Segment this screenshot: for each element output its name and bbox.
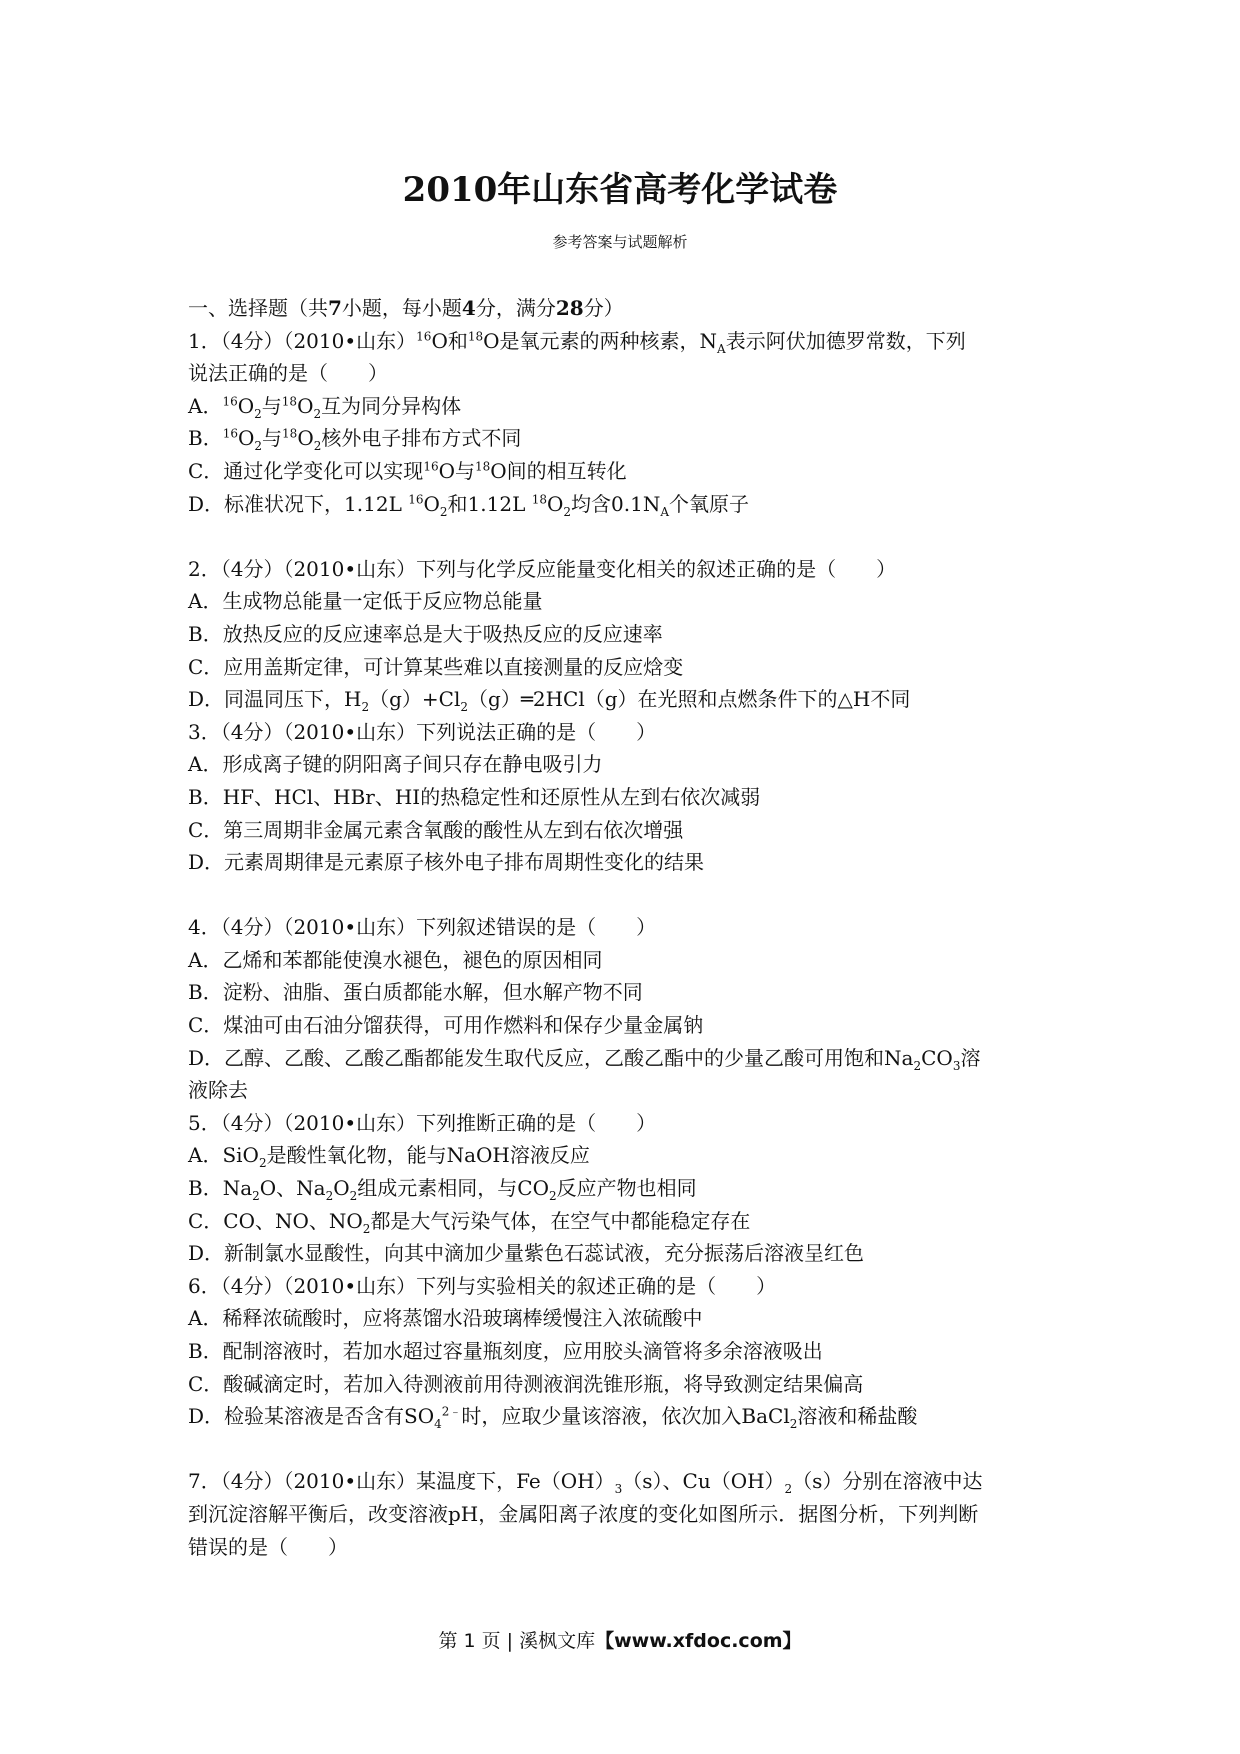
question-6-option-d: D．检验某溶液是否含有$SO_4^{2﹣}$时，应取少量该溶液，依次加入BaCl$_2$溶液和稀盐酸	[188, 1404, 918, 1432]
question-1-stem-cont: 说法正确的是（ ）	[188, 361, 388, 386]
page-footer	[0, 1628, 1240, 1654]
question-3-stem: 3．（4分）（2010•山东）下列说法正确的是（ ）	[188, 719, 657, 744]
question-2-option-c: C．应用盖斯定律，可计算某些难以直接测量的反应焓变	[188, 654, 684, 679]
page-title: 2010年山东省高考化学试卷	[402, 170, 838, 210]
question-2-stem: 2．（4分）（2010•山东）下列与化学反应能量变化相关的叙述正确的是（ ）	[188, 556, 897, 581]
spacer	[188, 879, 1060, 912]
question-2-option-d: D．同温同压下，$H_2(g)+Cl_2(g)═2HCl(g)$在光照和点燃条件下的△H不同	[188, 687, 911, 715]
question-2-option-a: A．生成物总能量一定低于反应物总能量	[188, 589, 543, 614]
question-6-option-c: C．酸碱滴定时，若加入待测液前用待测液润洗锥形瓶，将导致测定结果偏高	[188, 1371, 864, 1396]
question-4-option-a: A．乙烯和苯都能使溴水褪色，褪色的原因相同	[188, 947, 603, 972]
question-5-option-a: A．SiO$_2$是酸性氧化物，能与NaOH溶液反应	[188, 1143, 590, 1171]
footer-page-number: 第 1 页 | 溪枫文库	[438, 1630, 596, 1652]
question-5-option-b: B．$Na_2O$、$Na_2O_2$组成元素相同，与$CO_2$反应产物也相同	[188, 1176, 697, 1204]
question-5-option-c: C．CO、NO、$NO_2$都是大气污染气体，在空气中都能稳定存在	[188, 1208, 751, 1236]
question-6-option-b: B．配制溶液时，若加水超过容量瓶刻度，应用胶头滴管将多余溶液吸出	[188, 1339, 823, 1363]
question-3-option-c: C．第三周期非金属元素含氧酸的酸性从左到右依次增强	[188, 817, 684, 842]
question-7-stem: 7．（4分）（2010•山东）某温度下，$Fe(OH)_3(s)$、$Cu(OH)_2(s)$分别在溶液中达	[188, 1469, 983, 1497]
exam-content	[188, 292, 1060, 1563]
question-1-stem: 1．（4分）（2010•山东）$^{16}$O和$^{18}$O是氧元素的两种核素，$N_A$表示阿伏加德罗常数，下列	[188, 328, 966, 356]
question-4-option-d-cont: 液除去	[188, 1078, 248, 1103]
question-7-stem-cont: 错误的是（ ）	[188, 1534, 348, 1559]
question-1-option-d: D．标准状况下，1.12L $^{16}O_2$和1.12L $^{18}O_2$均含$0.1N_A$个氧原子	[188, 491, 750, 519]
question-1-option-b: B．$^{16}O_2$与$^{18}O_2$核外电子排布方式不同	[188, 426, 522, 454]
question-1-option-a: A．$^{16}O_2$与$^{18}O_2$互为同分异构体	[188, 393, 462, 421]
section-heading: 一、选择题（共7小题，每小题4分，满分28分）	[188, 296, 624, 320]
question-6-stem: 6．（4分）（2010•山东）下列与实验相关的叙述正确的是（ ）	[188, 1273, 777, 1298]
question-3-option-d: D．元素周期律是元素原子核外电子排布周期性变化的结果	[188, 850, 705, 875]
question-2-option-b: B．放热反应的反应速率总是大于吸热反应的反应速率	[188, 621, 663, 646]
question-3-option-a: A．形成离子键的阴阳离子间只存在静电吸引力	[188, 752, 603, 777]
question-5-stem: 5．（4分）（2010•山东）下列推断正确的是（ ）	[188, 1110, 657, 1135]
spacer	[188, 520, 1060, 553]
footer-site-link[interactable]: 【www.xfdoc.com】	[595, 1630, 802, 1652]
spacer	[188, 1433, 1060, 1466]
question-5-option-d: D．新制氯水显酸性，向其中滴加少量紫色石蕊试液，充分振荡后溶液呈红色	[188, 1241, 865, 1266]
page-subtitle: 参考答案与试题解析	[552, 233, 688, 251]
question-1-option-c: C．通过化学变化可以实现$^{16}$O与$^{18}$O间的相互转化	[188, 458, 627, 483]
question-4-stem: 4．（4分）（2010•山东）下列叙述错误的是（ ）	[188, 915, 657, 940]
question-4-option-d: D．乙醇、乙酸、乙酸乙酯都能发生取代反应，乙酸乙酯中的少量乙酸可用饱和$Na_2CO_3$溶	[188, 1045, 981, 1073]
question-3-option-b: B．HF、HCl、HBr、HI的热稳定性和还原性从左到右依次减弱	[188, 784, 761, 809]
question-7-stem-cont: 到沉淀溶解平衡后，改变溶液pH，金属阳离子浓度的变化如图所示．据图分析，下列判断	[188, 1501, 979, 1526]
question-6-option-a: A．稀释浓硫酸时，应将蒸馏水沿玻璃棒缓慢注入浓硫酸中	[188, 1306, 703, 1331]
question-4-option-c: C．煤油可由石油分馏获得，可用作燃料和保存少量金属钠	[188, 1013, 704, 1038]
question-4-option-b: B．淀粉、油脂、蛋白质都能水解，但水解产物不同	[188, 980, 643, 1005]
